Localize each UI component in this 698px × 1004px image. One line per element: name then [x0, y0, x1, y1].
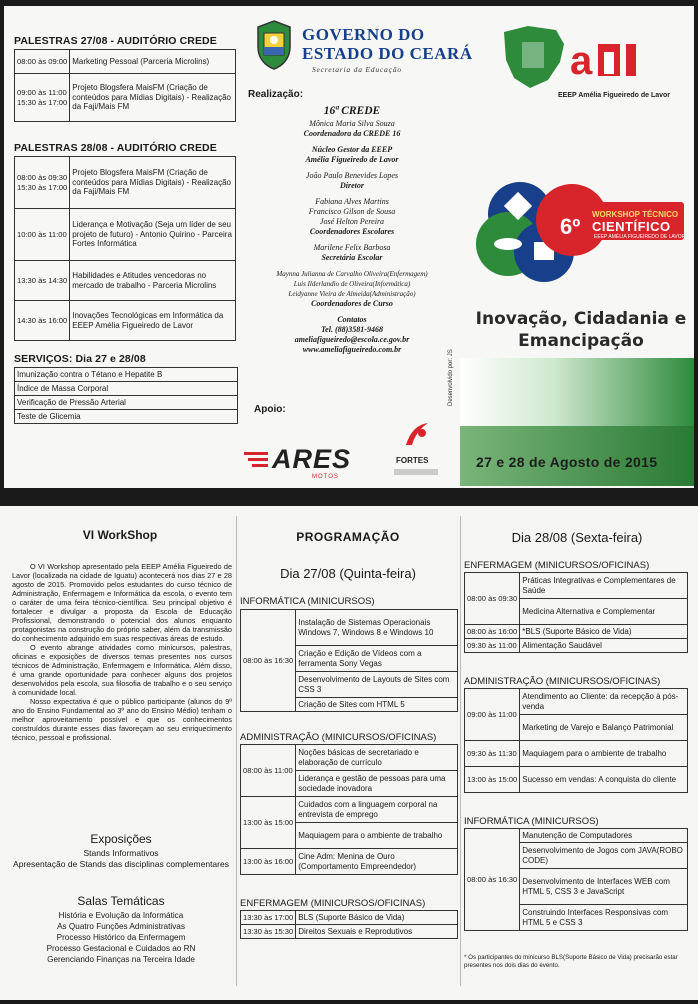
gov-sub: Secretaria da Educação	[312, 65, 402, 74]
course-cell: Liderança e gestão de pessoas para uma sociedade inovadora	[296, 771, 458, 797]
course-cell: *BLS (Suporte Básico de Vida)	[520, 625, 688, 639]
workshop-heading: VI WorkShop	[82, 528, 158, 542]
fold-line	[236, 516, 237, 986]
course-cell: Noções básicas de secretariado e elaboração de currículo	[296, 745, 458, 771]
workshop-title-2: CIENTÍFICO	[592, 219, 671, 234]
org-line: Amélia Figueiredo de Lavor	[305, 155, 399, 164]
course-cell: BLS (Suporte Básico de Vida)	[296, 911, 458, 925]
time-cell: 09:30 às 11:30	[465, 741, 520, 767]
realizacao-label: Realização:	[248, 89, 304, 100]
time-cell: 09:30 às 11:00	[465, 639, 520, 653]
enf-28-table	[464, 572, 688, 653]
course-cell: Medicina Alternativa e Complementar	[520, 599, 688, 625]
time-cell: 08:00 às 11:00	[241, 745, 296, 797]
course-cell: Atendimento ao Cliente: da recepção à pós-venda	[520, 689, 688, 715]
gov-line-1: GOVERNO DO	[302, 25, 425, 44]
list-item: História e Evolução da Informática	[58, 911, 184, 920]
list-item: Apresentação de Stands das disciplinas complementares	[13, 859, 229, 869]
crede-title: 16ª CREDE	[323, 105, 381, 117]
enf-28-title: ENFERMAGEM (MINICURSOS/OFICINAS)	[464, 560, 650, 571]
time-cell: 14:30 às 16:00	[15, 301, 70, 341]
time-cell: 08:00 às 16:30	[465, 829, 520, 931]
time-cell: 13:30 às 14:30	[15, 261, 70, 301]
time-cell: 09:00 às 11:00 15:30 às 17:00	[15, 74, 70, 122]
list-item: Processo Gestacional e Cuidados ao RN	[46, 944, 196, 953]
course-cell: Cuidados com a linguagem corporal na entrevista de emprego	[296, 797, 458, 823]
slogan-line-2: Emancipação	[518, 331, 644, 351]
slogan	[474, 308, 688, 352]
time-cell: 13:30 às 17:00	[241, 911, 296, 925]
inf-27-title: INFORMÁTICA (MINICURSOS)	[240, 596, 375, 607]
contact-website[interactable]: www.ameliafigueiredo.com.br	[302, 345, 402, 354]
time-cell: 13:30 às 15:30	[241, 925, 296, 939]
desc-cell: Inovações Tecnológicas em Informática da EEEP Amélia Figueiredo de Lavor	[70, 301, 236, 341]
org-line: Coordenadores Escolares	[309, 227, 395, 236]
adm-27-title: ADMINISTRAÇÃO (MINICURSOS/OFICINAS)	[240, 732, 437, 743]
servico-item: Teste de Glicemia	[15, 410, 238, 424]
date-banner	[460, 426, 694, 486]
adm-27-table	[240, 744, 458, 875]
servico-item: Verificação de Pressão Arterial	[15, 396, 238, 410]
programacao-title: PROGRAMAÇÃO	[296, 530, 400, 544]
fortes-partners-strip	[394, 469, 438, 475]
palestras-27-title: PALESTRAS 27/08 - AUDITÓRIO CREDE	[14, 35, 217, 47]
org-line: Maynna Julianna de Carvalho Oliveira(Enfermagem)	[276, 270, 428, 278]
list-item: Stands Informativos	[83, 848, 159, 858]
svg-text:a: a	[570, 39, 593, 83]
bls-footnote: * Os participantes do minicurso BLS(Suporte Básico de Vida) precisarão estar presentes nos dois dias do evento.	[464, 954, 678, 969]
time-cell: 13:00 às 15:00	[241, 797, 296, 849]
gov-line-2: ESTADO DO CEARÁ	[302, 44, 473, 63]
course-cell: Cine Adm: Menina de Ouro (Comportamento Empreendedor)	[296, 849, 458, 875]
desc-cell: Liderança e Motivação (Seja um líder de seu projeto de futuro) - Antonio Quirino - Parceira Fortes Informática	[70, 209, 236, 261]
workshop-title: WORKSHOP TÉCNICO	[592, 210, 679, 219]
time-cell: 10:00 às 11:00	[15, 209, 70, 261]
desc-cell: Projeto Blogsfera MaisFM (Criação de conteúdos para Mídias Digitais) - Realização da Faji/Mais FM	[70, 74, 236, 122]
time-cell: 08:00 às 09:30 15:30 às 17:00	[15, 157, 70, 209]
adm-28-table	[464, 688, 688, 793]
slogan-line-1: Inovação, Cidadania e	[475, 309, 687, 329]
org-line: Secretária Escolar	[321, 253, 383, 262]
org-line: Diretor	[340, 181, 364, 190]
org-line: Luis Ilderlandio de Oliveira(Informática)	[293, 280, 411, 288]
workshop-logo	[468, 174, 688, 294]
folder-inside-sheet	[0, 506, 698, 1000]
workshop-description	[12, 562, 232, 742]
org-line: Coordenadora da CREDE 16	[303, 129, 401, 138]
org-line: Mônica Maria Silva Souza	[309, 119, 395, 128]
inf-28-table	[464, 828, 688, 931]
ceara-map-icon	[500, 22, 682, 92]
desc-cell: Projeto Blogsfera MaisFM (Criação de conteúdos para Mídias Digitais) - Realização da Faji/Mais FM	[70, 157, 236, 209]
org-line: Leidyanne Vieira de Almeida(Administração)	[288, 290, 416, 298]
course-cell: Manutenção de Computadores	[520, 829, 688, 843]
afl-school-name: EEEP Amélia Figueiredo de Lavor	[558, 92, 671, 99]
paragraph: O evento abrange atividades como minicursos, palestras, oficinas e exposições de diversos temas presentes nos cursos técnicos de Administração, Enfermagem e Informática. Além disso, é uma grande oportunidade para conhecer alguns dos projetos desenvolvidos pela escola, sua filosofia de trabalho e o seu serviço à comunidade local.	[12, 643, 232, 697]
inf-27-table	[240, 609, 458, 712]
paragraph: Nosso expectativa é que o público participante (alunos do 9º ano do Ensino Fundamental ao 3º ano do Ensino Médio) tenham o melhor aproveitamento possível e que os conhecimentos construídos durante esses dias favoreçam ao seu enriquecimento técnico, pessoal e profissional.	[12, 697, 232, 742]
adm-28-title: ADMINISTRAÇÃO (MINICURSOS/OFICINAS)	[464, 676, 661, 687]
enf-27-title: ENFERMAGEM (MINICURSOS/OFICINAS)	[240, 898, 426, 909]
fortes-logo	[394, 419, 444, 483]
course-cell: Direitos Sexuais e Reprodutivos	[296, 925, 458, 939]
side-credit: Desenvolvido por: JS	[448, 349, 454, 406]
exposicoes-title: Exposições	[90, 832, 152, 846]
time-cell: 08:00 às 09:00	[15, 50, 70, 74]
course-cell: Criação e Edição de Vídeos com a ferramenta Sony Vegas	[296, 646, 458, 672]
contact-email[interactable]: ameliafigueiredo@escola.ce.gov.br	[294, 335, 410, 344]
org-line: Tel. (88)3581-9468	[321, 325, 383, 334]
course-cell: Marketing de Varejo e Balanço Patrimonial	[520, 715, 688, 741]
folder-outside-sheet	[4, 6, 694, 488]
fold-line	[460, 516, 461, 986]
org-line: Núcleo Gestor da EEEP	[311, 145, 393, 154]
time-cell: 13:00 às 15:00	[465, 767, 520, 793]
servicos-table	[14, 367, 238, 424]
palestras-27-table	[14, 49, 236, 122]
palestras-28-title: PALESTRAS 28/08 - AUDITÓRIO CREDE	[14, 142, 217, 154]
course-cell: Criação de Sites com HTML 5	[296, 698, 458, 712]
course-cell: Desenvolvimento de Jogos com JAVA(ROBO CODE)	[520, 843, 688, 869]
org-line: Fabiana Alves Martins	[315, 197, 389, 206]
org-line: Marilene Felix Barbosa	[313, 243, 391, 252]
course-cell: Construindo Interfaces Responsivas com HTML 5 e CSS 3	[520, 905, 688, 931]
course-cell: Maquiagem para o ambiente de trabalho	[296, 823, 458, 849]
inf-28-title: INFORMÁTICA (MINICURSOS)	[464, 816, 599, 827]
servico-item: Imunização contra o Tétano e Hepatite B	[15, 368, 238, 382]
organizers-list	[240, 119, 464, 355]
day-28-title: Dia 28/08 (Sexta-feira)	[511, 530, 643, 545]
course-cell: Maquiagem para o ambiente de trabalho	[520, 741, 688, 767]
apoio-label: Apoio:	[254, 404, 286, 415]
paragraph: O VI Workshop apresentado pela EEEP Amélia Figueiredo de Lavor (localizada na cidade de Iguatu) acontecerá nos dias 27 e 28 agosto de 2015. Promovido pelos estudantes do curso técnico de Administração, Enfermagem e Informática da escola, o evento tem o caráter de uma feira técnico-científica. Seu principal objetivo é fortalecer e divulgar a proposta da Escola de Educação Profissional, demonstrando o potencial dos alunos enquanto protagonistas na construção do próprio saber, além da transmissão do conhecimento adquirido em suas respectivas áreas de estudo.	[12, 562, 232, 643]
afl-school-logo	[500, 22, 682, 102]
fortes-wordmark: FORTES	[396, 456, 429, 465]
event-date: 27 e 28 de Agosto de 2015	[476, 454, 658, 470]
list-item: As Quatro Funções Administrativas	[57, 922, 185, 931]
desc-cell: Habilidades e Atitudes vencedoras no mercado de trabalho - Parceria Microlins	[70, 261, 236, 301]
time-cell: 09:00 às 11:00	[465, 689, 520, 741]
servico-item: Índice de Massa Corporal	[15, 382, 238, 396]
course-cell: Sucesso em vendas: A conquista do cliente	[520, 767, 688, 793]
exposicoes-list	[10, 848, 232, 870]
enf-27-table	[240, 910, 458, 939]
list-item: Gerenciando Finanças na Terceira Idade	[47, 955, 195, 964]
course-cell: Desenvolvimento de Layouts de Sites com CSS 3	[296, 672, 458, 698]
lamp-icon	[494, 238, 522, 250]
fortes-swoosh-icon	[402, 419, 432, 449]
day-27-title: Dia 27/08 (Quinta-feira)	[280, 566, 416, 581]
org-line: Francisco Gilson de Sousa	[308, 207, 396, 216]
palestras-28-table	[14, 156, 236, 341]
time-cell: 08:00 às 16:00	[465, 625, 520, 639]
salas-list	[10, 910, 232, 965]
org-line: Contatos	[337, 315, 367, 324]
time-cell: 08:00 às 09:30	[465, 573, 520, 625]
ares-wordmark: ARES	[272, 444, 352, 474]
ares-sub: MOTOS	[312, 474, 339, 480]
ceara-coat-of-arms	[254, 19, 294, 71]
course-cell: Práticas Integrativas e Complementares de Saúde	[520, 573, 688, 599]
course-cell: Instalação de Sistemas Operacionais Windows 7, Windows 8 e Windows 10	[296, 610, 458, 646]
time-cell: 08:00 às 16:30	[241, 610, 296, 712]
org-line: Coordenadores de Curso	[311, 299, 393, 308]
list-item: Processo Histórico da Enfermagem	[56, 933, 186, 942]
ares-logo	[244, 444, 352, 482]
org-line: João Paulo Benevides Lopes	[305, 171, 399, 180]
desc-cell: Marketing Pessoal (Parceria Microlins)	[70, 50, 236, 74]
org-line: José Helton Pereira	[319, 217, 385, 226]
course-cell: Desenvolvimento de Interfaces WEB com HTML 5, CSS 3 e JavaScript	[520, 869, 688, 905]
salas-title: Salas Temáticas	[77, 894, 165, 908]
time-cell: 13:00 às 16:00	[241, 849, 296, 875]
servicos-title: SERVIÇOS: Dia 27 e 28/08	[14, 353, 146, 365]
workshop-number: 6º	[560, 214, 581, 239]
workshop-sub: EEEP AMÉLIA FIGUEIREDO DE LAVOR	[594, 234, 686, 240]
course-cell: Alimentação Saudável	[520, 639, 688, 653]
